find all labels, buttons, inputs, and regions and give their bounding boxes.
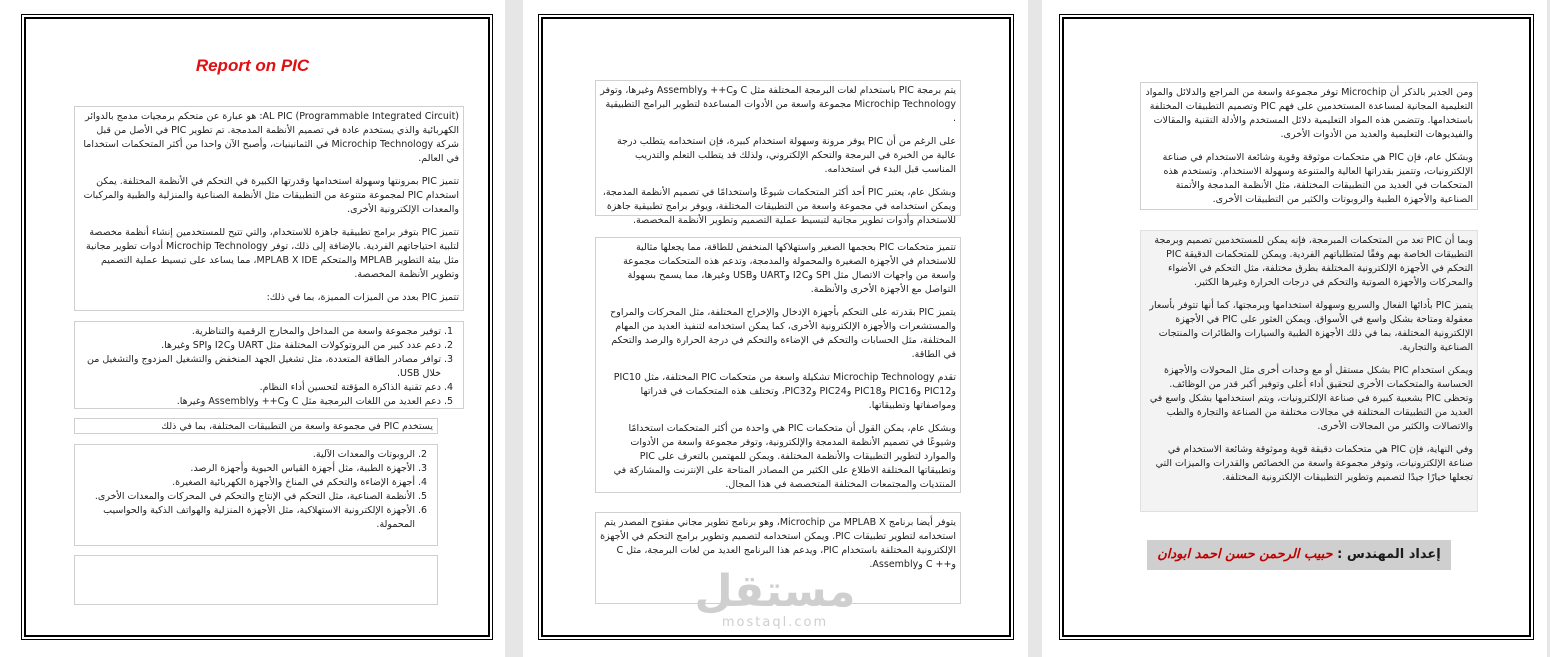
list-item: 4. دعم تقنية الذاكرة المؤقتة لتحسين أداء النظام. <box>79 381 441 395</box>
text-box <box>595 237 961 493</box>
list-item: 2. دعم عدد كبير من البروتوكولات المختلفة مثل UART وI2C وSPI وغيرها. <box>79 339 441 353</box>
paragraph: تتميز PIC بعدد من الميزات المميزة، بما في ذلك: <box>266 292 459 303</box>
features-list <box>79 325 459 409</box>
list-item: 5. دعم العديد من اللغات البرمجية مثل C وC++ وAssembly وغيرها. <box>79 395 441 409</box>
paragraph: ويمكن استخدام PIC بشكل مستقل أو مع وحدات أخرى مثل المحولات والأجهزة الحساسة والمتحكمات الأخرى لتحقيق أداء أعلى وتوفير أكبر قدر من الوظائف. وتحظى PIC بشعبية كبيرة في صناعة الإلكترونيات، ويتم استخدامها بشكل واسع في العديد من التطبيقات المختلفة في مجالات مختلفة من الصناعة والتجارة والطب والاتصالات والكثير من المجالات الأخرى. <box>1149 365 1473 432</box>
paragraph: وفي النهاية، فإن PIC هي متحكمات دقيقة قوية وموثوقة وشائعة الاستخدام في صناعة الإلكترونيات، وتوفر مجموعة واسعة من الخصائص والقدرات والميزات التي تجعلها خيارًا جيدًا لتصميم وتطوير التطبيقات الإلكترونية المختلفة. <box>1155 444 1473 483</box>
paragraph: AL PIC (Programmable Integrated Circuit): هو عبارة عن متحكم برمجيات مدمج بالدوائر الكهربائية والذي يستخدم عادة في تصميم الأنظمة المدمجة. تم تطوير PIC في الأصل من قبل شركة Microchip Technology في الثمانينيات، وأصبح الآن واحدا من أكثر المتحكمات استخداما في العالم. <box>83 111 459 164</box>
paragraph: وبشكل عام، يعتبر PIC أحد أكثر المتحكمات شيوعًا واستخدامًا في تصميم الأنظمة المدمجة، ويمكن استخدامه في مجموعة واسعة من التطبيقات المختلفة، ويوفر برامج تطبيقية جاهزة للاستخدام وأدوات تطوير مجانية لتبسيط عملية التصميم وتطوير الأنظمة المخصصة. <box>602 187 956 226</box>
applications-list-box <box>74 444 438 546</box>
paragraph: يتم برمجة PIC باستخدام لغات البرمجة المختلفة مثل C وC++ وAssembly وغيرها، وتوفر Microchip Technology مجموعة واسعة من الأدوات المساعدة لتطوير البرامج التطبيقية . <box>600 85 956 124</box>
author-label: إعداد المهندس : <box>1337 547 1441 562</box>
paragraph: على الرغم من أن PIC يوفر مرونة وسهولة استخدام كبيرة، فإن استخدامه يتطلب درجة عالية من الخبرة في البرمجة والتحكم الإلكتروني، ولذلك قد يتطلب التعلم والتدريب المناسب قبل البدء في استخدامه. <box>616 136 956 175</box>
document-page-3 <box>1042 0 1547 657</box>
document-page-1 <box>0 0 505 657</box>
paragraph: تتميز PIC بتوفر برامج تطبيقية جاهزة للاستخدام، والتي تتيح للمستخدمين إنشاء أنظمة مخصصة لتلبية احتياجاتهم الفردية. بالإضافة إلى ذلك، توفر Microchip Technology أدوات تطوير مجانية مثل بيئة التطوير MPLAB والمتحكم MPLAB X IDE، مما يساعد على تبسيط عملية التصميم وتطوير الأنظمة المخصصة. <box>85 227 459 280</box>
text-box <box>595 80 961 226</box>
document-page-2 <box>523 0 1028 657</box>
paragraph: ومن الجدير بالذكر أن Microchip توفر مجموعة واسعة من المراجع والدلائل والمواد التعليمية المجانية لمساعدة المستخدمين على فهم PIC وتصميم التطبيقات المختلفة باستخدامها. وتتضمن هذه المواد التعليمية دلائل المستخدم والأدلة التقنية والمقالات والفيديوهات التعليمية والعديد من الأدوات الأخرى. <box>1145 87 1473 140</box>
list-item: 3. توافر مصادر الطاقة المتعددة، مثل تشغيل الجهد المنخفض والتشغيل المزدوج والتشغيل من خلال USB. <box>79 353 441 381</box>
paragraph: وبشكل عام، يمكن القول أن متحكمات PIC هي واحدة من أكثر المتحكمات استخدامًا وشيوعًا في تصميم الأنظمة المدمجة والإلكترونية، وتوفر مجموعة واسعة من الأدوات والموارد لتطوير التطبيقات والأنظمة المختلفة. ويمكن للمهتمين بالتعرف على PIC وتطبيقاتها المختلفة الاطلاع على الكثير من المصادر المتاحة على الإنترنت والمشاركة في المنتديات والمجتمعات المختلفة المتخصصة في هذا المجال. <box>613 423 956 490</box>
list-item: 4. أجهزة الإضاءة والتحكم في المناخ والأجهزة الكهربائية الصغيرة. <box>79 476 415 490</box>
list-item: 3. الأجهزة الطبية، مثل أجهزة القياس الحيوية وأجهزة الرصد. <box>79 462 415 476</box>
author-banner <box>1147 540 1451 570</box>
paragraph: يتوفر أيضا برنامج MPLAB X من Microchip، وهو برنامج تطوير مجاني مفتوح المصدر يتم استخدامه لتطوير تطبيقات PIC. ويمكن استخدامه لتصميم وتطوير برامج التحكم في الأجهزة الإلكترونية المختلفة باستخدام PIC، ويدعم هذا البرنامج العديد من لغات البرمجة، مثل C و++ C وAssembly. <box>600 517 956 570</box>
watermark-latin: mostaql.com <box>721 615 829 630</box>
watermark-arabic: مستقل <box>694 566 856 617</box>
paragraph: تقدم Microchip Technology تشكيلة واسعة من متحكمات PIC المختلفة، مثل PIC10 وPIC12 وPIC16 وPIC18 وPIC24 وPIC32، وتختلف هذه المتحكمات في قدراتها ومواصفاتها وتطبيقاتها. <box>613 372 956 411</box>
paragraph: وبما أن PIC تعد من المتحكمات المبرمجة، فإنه يمكن للمستخدمين تصميم وبرمجة التطبيقات الخاصة بهم وفقًا لمتطلباتهم الفردية. ويمكن للمتحكمات الدقيقة PIC التحكم في الأجهزة الإلكترونية المختلفة بطرق مختلفة، مثل التحكم في الأضواء والمحركات والأجهزة الصوتية والتحكم في درجات الحرارة وغيرها الكثير. <box>1154 235 1473 288</box>
report-title: Report on PIC <box>195 56 310 75</box>
watermark-logo <box>680 568 870 630</box>
intro-text-box <box>74 106 464 311</box>
applications-list <box>79 448 433 532</box>
author-name: حبيب الرحمن حسن احمد ابودان <box>1157 547 1333 562</box>
paragraph: وبشكل عام، فإن PIC هي متحكمات موثوقة وقوية وشائعة الاستخدام في صناعة الإلكترونيات، وتتميز بقدراتها العالية والمتنوعة وسهولة الاستخدام. وتستخدم هذه المتحكمات في العديد من التطبيقات المختلفة، مثل الأنظمة المدمجة والأتمتة الصناعية والأجهزة الطبية والروبوتات والكثير من التطبيقات الأخرى. <box>1162 152 1473 205</box>
list-item: 2. الروبوتات والمعدات الآلية. <box>79 448 415 462</box>
list-item: 1. توفير مجموعة واسعة من المداخل والمخارج الرقمية والتناظرية. <box>79 325 441 339</box>
list-item: 6. الأجهزة الإلكترونية الاستهلاكية، مثل الأجهزة المنزلية والهواتف الذكية والحواسيب المحمولة. <box>79 504 415 532</box>
shaded-text-box <box>1140 230 1478 512</box>
applications-intro-box <box>74 418 438 434</box>
paragraph: تتميز متحكمات PIC بحجمها الصغير واستهلاكها المنخفض للطاقة، مما يجعلها مثالية للاستخدام في الأجهزة الصغيرة والمحمولة والمدمجة، وتدعم هذه المتحكمات مجموعة واسعة من واجهات الاتصال مثل SPI وI2C وUART وUSB وغيرها، مما يسمح بسهولة التواصل مع الأجهزة الأخرى والأنظمة. <box>623 242 956 295</box>
empty-text-box <box>74 555 438 605</box>
features-list-box <box>74 321 464 409</box>
applications-intro: يستخدم PIC في مجموعة واسعة من التطبيقات المختلفة، بما في ذلك <box>161 421 433 432</box>
paragraph: يتميز PIC بقدرته على التحكم بأجهزة الإدخال والإخراج المختلفة، مثل المحركات والمراوح والمستشعرات والأجهزة الإلكترونية الأخرى، كما يمكن استخدامه لتنفيذ العديد من المهام المختلفة، مثل الحسابات والتحكم في الإضاءة والتحكم في درجة الحرارة والرصد والتحكم في الطاقة. <box>610 307 956 360</box>
paragraph: يتميز PIC بأدائها الفعال والسريع وسهولة استخدامها وبرمجتها، كما أنها تتوفر بأسعار معقولة ومتاحة بشكل واسع في الأسواق. ويمكن العثور على PIC في الأجهزة الإلكترونية المختلفة، بما في ذلك الأجهزة الطبية والسيارات والطائرات والمنتجات الصناعية والتجارية. <box>1149 300 1473 353</box>
paragraph: تتميز PIC بمرونتها وسهولة استخدامها وقدرتها الكبيرة في التحكم في الأنظمة المختلفة. يمكن استخدام PIC لمجموعة متنوعة من التطبيقات مثل الأنظمة الصناعية والمنزلية والطبية والمركبات والمعدات الإلكترونية الأخرى. <box>83 176 459 215</box>
list-item: 5. الأنظمة الصناعية، مثل التحكم في الإنتاج والتحكم في المحركات والمعدات الأخرى. <box>79 490 415 504</box>
text-box <box>1140 82 1478 210</box>
